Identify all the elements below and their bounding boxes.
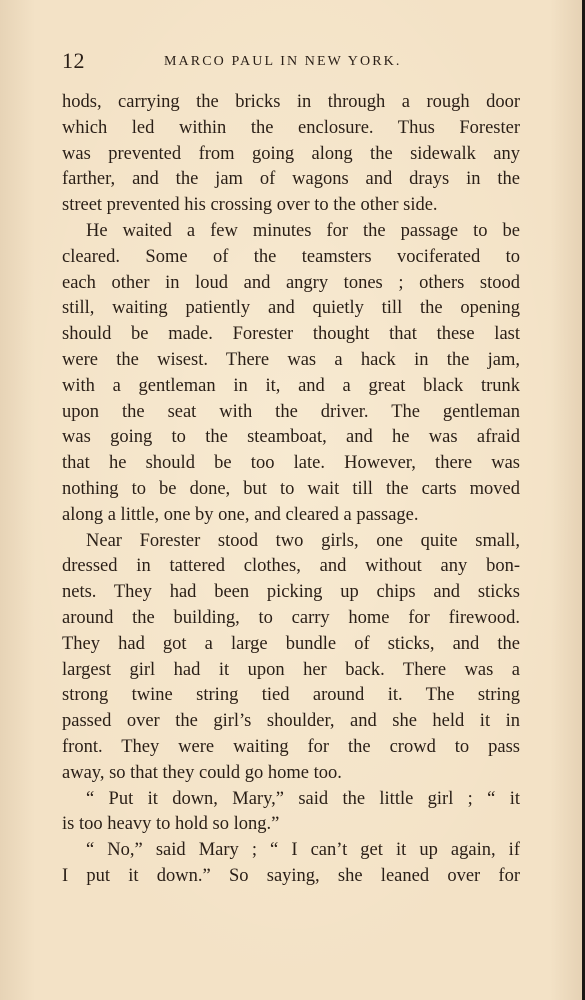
text-line: They had got a large bundle of sticks, and the — [62, 633, 520, 654]
text-line: away, so that they could go home too. — [62, 762, 342, 783]
text-line: nothing to be done, but to wait till the carts moved — [62, 478, 520, 499]
text-line: upon the seat with the driver. The gentleman — [62, 401, 520, 422]
text-line: is too heavy to hold so long.” — [62, 814, 280, 835]
text-line: strong twine string tied around it. The string — [62, 685, 520, 706]
text-line: I put it down.” So saying, she leaned over for — [62, 865, 520, 886]
text-line: passed over the girl’s shoulder, and she held it in — [62, 711, 520, 732]
text-line: largest girl had it upon her back. There was a — [62, 659, 520, 680]
text-line: “ No,” said Mary ; “ I can’t get it up again, if — [86, 840, 520, 861]
text-line: was prevented from going along the sidewalk any — [62, 143, 520, 164]
page-header — [62, 48, 520, 76]
text-line: which led within the enclosure. Thus Forester — [62, 117, 520, 138]
text-line: front. They were waiting for the crowd to pass — [62, 736, 520, 757]
text-line: each other in loud and angry tones ; others stood — [62, 272, 520, 293]
text-line: street prevented his crossing over to the other side. — [62, 195, 438, 216]
text-line: farther, and the jam of wagons and drays in the — [62, 169, 520, 190]
text-line: was going to the steamboat, and he was afraid — [62, 427, 520, 448]
text-line: were the wisest. There was a hack in the jam, — [62, 349, 520, 370]
text-line: with a gentleman in it, and a great black trunk — [62, 375, 520, 396]
text-line: hods, carrying the bricks in through a rough door — [62, 92, 520, 112]
text-line: around the building, to carry home for firewood. — [62, 607, 520, 628]
text-line: Near Forester stood two girls, one quite small, — [86, 530, 520, 551]
page-number: 12 — [62, 48, 85, 73]
text-line: should be made. Forester thought that these last — [62, 324, 520, 345]
running-head: MARCO PAUL IN NEW YORK. — [164, 54, 402, 69]
body-text — [62, 90, 520, 890]
text-line: He waited a few minutes for the passage to be — [86, 220, 520, 241]
text-line: nets. They had been picking up chips and sticks — [62, 582, 520, 603]
text-line: that he should be too late. However, there was — [62, 453, 520, 474]
text-line: “ Put it down, Mary,” said the little girl ; “ it — [86, 788, 520, 809]
text-line: cleared. Some of the teamsters vociferated to — [62, 246, 520, 267]
text-line: along a little, one by one, and cleared a passage. — [62, 504, 419, 525]
text-line: still, waiting patiently and quietly till the opening — [62, 298, 520, 319]
text-line: dressed in tattered clothes, and without any bon- — [62, 556, 520, 577]
